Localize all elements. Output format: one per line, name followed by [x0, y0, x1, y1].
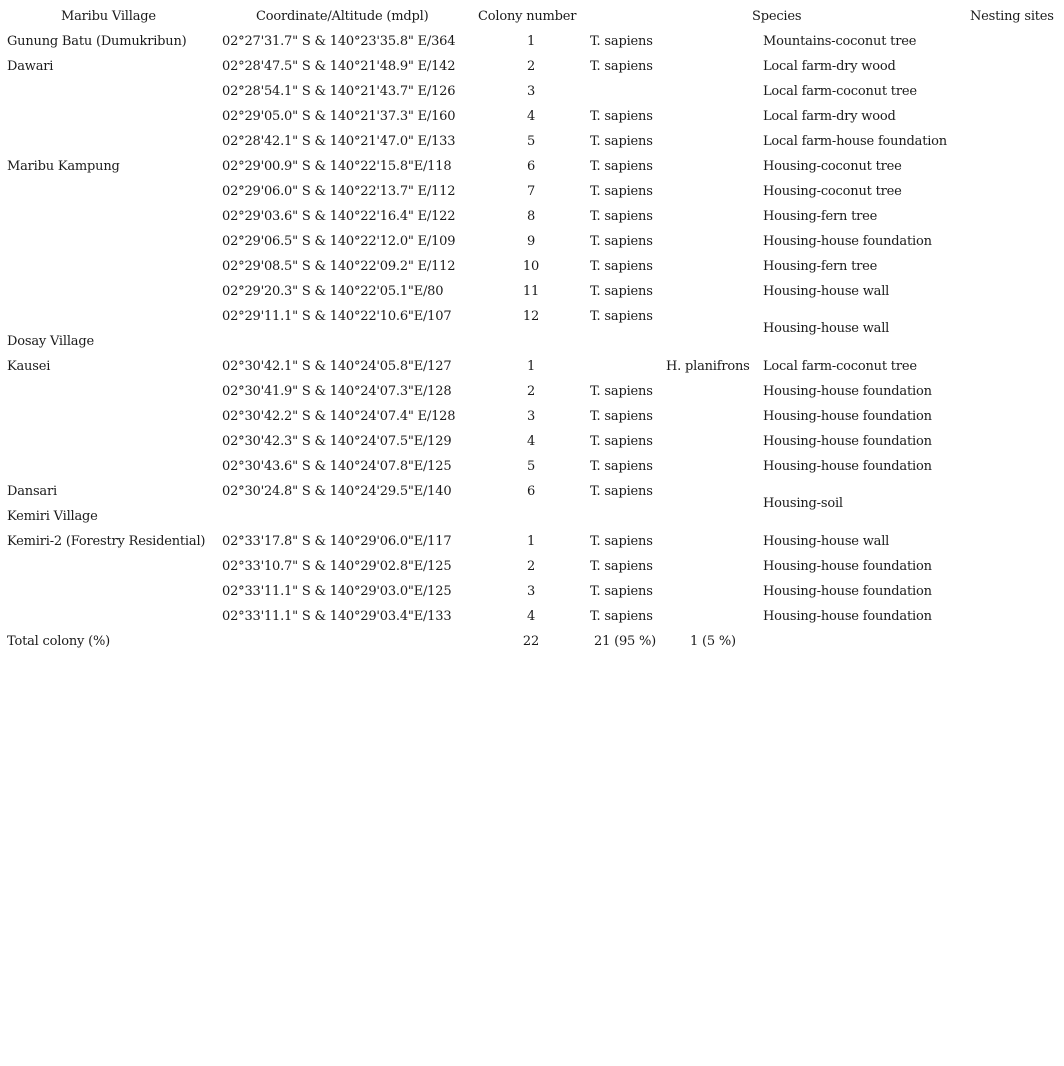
species-t-sapiens-cell: T. sapiens [590, 184, 653, 199]
nesting-site-cell: Local farm-dry wood [763, 109, 896, 124]
colony-number-cell: 2 [526, 384, 536, 399]
species-t-sapiens-cell: T. sapiens [590, 159, 653, 174]
header-nesting-sites: Nesting sites [970, 9, 1054, 24]
colony-number-cell: 5 [526, 459, 536, 474]
nesting-site-cell: Housing-house foundation [763, 459, 932, 474]
species-t-sapiens-cell: T. sapiens [590, 609, 653, 624]
coordinate-cell: 02°29'03.6" S & 140°22'16.4" E/122 [222, 209, 456, 224]
species-t-sapiens-cell: T. sapiens [590, 59, 653, 74]
location-cell: Dansari [7, 484, 57, 499]
species-h-planifrons-cell: H. planifrons [666, 359, 750, 374]
colony-number-cell: 3 [526, 584, 536, 599]
nesting-site-cell: Housing-fern tree [763, 209, 878, 224]
species-t-sapiens-cell: T. sapiens [590, 234, 653, 249]
coordinate-cell: 02°28'54.1" S & 140°21'43.7" E/126 [222, 84, 456, 99]
species-t-sapiens-cell: T. sapiens [590, 284, 653, 299]
nesting-site-cell: Housing-house foundation [763, 584, 932, 599]
coordinate-cell: 02°30'42.1" S & 140°24'05.8"E/127 [222, 359, 452, 374]
colony-number-cell: 1 [526, 34, 536, 49]
colony-number-cell: 11 [522, 284, 540, 299]
total-colony: 22 [522, 634, 540, 649]
colony-number-cell: 10 [522, 259, 540, 274]
colony-number-cell: 3 [526, 409, 536, 424]
colony-number-cell: 2 [526, 59, 536, 74]
coordinate-cell: 02°29'00.9" S & 140°22'15.8"E/118 [222, 159, 452, 174]
nesting-site-cell: Local farm-coconut tree [763, 359, 917, 374]
coordinate-cell: 02°30'42.2" S & 140°24'07.4" E/128 [222, 409, 456, 424]
location-cell: Kemiri Village [7, 509, 98, 524]
nesting-site-cell: Housing-house foundation [763, 234, 932, 249]
coordinate-cell: 02°29'11.1" S & 140°22'10.6"E/107 [222, 309, 452, 324]
species-t-sapiens-cell: T. sapiens [590, 409, 653, 424]
location-cell: Gunung Batu (Dumukribun) [7, 34, 187, 49]
nesting-site-cell: Housing-house wall [763, 321, 890, 336]
coordinate-cell: 02°33'11.1" S & 140°29'03.0"E/125 [222, 584, 452, 599]
nesting-site-cell: Local farm-house foundation [763, 134, 947, 149]
nesting-site-cell: Housing-soil [763, 496, 843, 511]
species-t-sapiens-cell: T. sapiens [590, 209, 653, 224]
nesting-site-cell: Local farm-coconut tree [763, 84, 917, 99]
colony-number-cell: 8 [526, 209, 536, 224]
colony-number-cell: 4 [526, 434, 536, 449]
colony-number-cell: 4 [526, 609, 536, 624]
coordinate-cell: 02°29'05.0" S & 140°21'37.3" E/160 [222, 109, 456, 124]
coordinate-cell: 02°29'20.3" S & 140°22'05.1"E/80 [222, 284, 444, 299]
total-label: Total colony (%) [7, 634, 110, 649]
nesting-site-cell: Housing-house foundation [763, 559, 932, 574]
species-t-sapiens-cell: T. sapiens [590, 484, 653, 499]
nesting-site-cell: Housing-house foundation [763, 409, 932, 424]
nesting-site-cell: Housing-house wall [763, 534, 890, 549]
colony-number-cell: 4 [526, 109, 536, 124]
colony-number-cell: 6 [526, 159, 536, 174]
colony-number-cell: 3 [526, 84, 536, 99]
nesting-site-cell: Mountains-coconut tree [763, 34, 917, 49]
coordinate-cell: 02°30'24.8" S & 140°24'29.5"E/140 [222, 484, 452, 499]
coordinate-cell: 02°30'43.6" S & 140°24'07.8"E/125 [222, 459, 452, 474]
coordinate-cell: 02°29'06.0" S & 140°22'13.7" E/112 [222, 184, 456, 199]
coordinate-cell: 02°28'42.1" S & 140°21'47.0" E/133 [222, 134, 456, 149]
colony-number-cell: 7 [526, 184, 536, 199]
nesting-site-cell: Housing-coconut tree [763, 159, 902, 174]
species-t-sapiens-cell: T. sapiens [590, 259, 653, 274]
nesting-site-cell: Housing-house foundation [763, 609, 932, 624]
species-t-sapiens-cell: T. sapiens [590, 459, 653, 474]
colony-number-cell: 9 [526, 234, 536, 249]
coordinate-cell: 02°30'41.9" S & 140°24'07.3"E/128 [222, 384, 452, 399]
species-t-sapiens-cell: T. sapiens [590, 134, 653, 149]
location-cell: Kemiri-2 (Forestry Residential) [7, 534, 206, 549]
coordinate-cell: 02°30'42.3" S & 140°24'07.5"E/129 [222, 434, 452, 449]
location-cell: Dosay Village [7, 334, 94, 349]
total-t-sapiens: 21 (95 %) [594, 634, 657, 649]
species-t-sapiens-cell: T. sapiens [590, 309, 653, 324]
nesting-site-cell: Housing-coconut tree [763, 184, 902, 199]
coordinate-cell: 02°33'10.7" S & 140°29'02.8"E/125 [222, 559, 452, 574]
header-colony-number: Colony number [478, 9, 577, 24]
species-t-sapiens-cell: T. sapiens [590, 434, 653, 449]
species-t-sapiens-cell: T. sapiens [590, 559, 653, 574]
colony-number-cell: 1 [526, 359, 536, 374]
header-location: Maribu Village [61, 9, 156, 24]
location-cell: Maribu Kampung [7, 159, 120, 174]
coordinate-cell: 02°28'47.5" S & 140°21'48.9" E/142 [222, 59, 456, 74]
header-species: Species [752, 9, 802, 24]
colony-number-cell: 12 [522, 309, 540, 324]
colony-number-cell: 2 [526, 559, 536, 574]
colony-number-cell: 6 [526, 484, 536, 499]
nesting-site-cell: Housing-house foundation [763, 434, 932, 449]
colony-number-cell: 1 [526, 534, 536, 549]
coordinate-cell: 02°27'31.7" S & 140°23'35.8" E/364 [222, 34, 456, 49]
coordinate-cell: 02°33'11.1" S & 140°29'03.4"E/133 [222, 609, 452, 624]
nesting-site-cell: Housing-house wall [763, 284, 890, 299]
species-t-sapiens-cell: T. sapiens [590, 584, 653, 599]
nesting-site-cell: Housing-fern tree [763, 259, 878, 274]
header-coordinate: Coordinate/Altitude (mdpl) [256, 9, 429, 24]
species-t-sapiens-cell: T. sapiens [590, 109, 653, 124]
total-h-planifrons: 1 (5 %) [690, 634, 736, 649]
location-cell: Kausei [7, 359, 51, 374]
species-t-sapiens-cell: T. sapiens [590, 534, 653, 549]
coordinate-cell: 02°29'08.5" S & 140°22'09.2" E/112 [222, 259, 456, 274]
coordinate-cell: 02°33'17.8" S & 140°29'06.0"E/117 [222, 534, 452, 549]
coordinate-cell: 02°29'06.5" S & 140°22'12.0" E/109 [222, 234, 456, 249]
colony-number-cell: 5 [526, 134, 536, 149]
species-t-sapiens-cell: T. sapiens [590, 34, 653, 49]
location-cell: Dawari [7, 59, 54, 74]
nesting-site-cell: Local farm-dry wood [763, 59, 896, 74]
nesting-site-cell: Housing-house foundation [763, 384, 932, 399]
species-t-sapiens-cell: T. sapiens [590, 384, 653, 399]
